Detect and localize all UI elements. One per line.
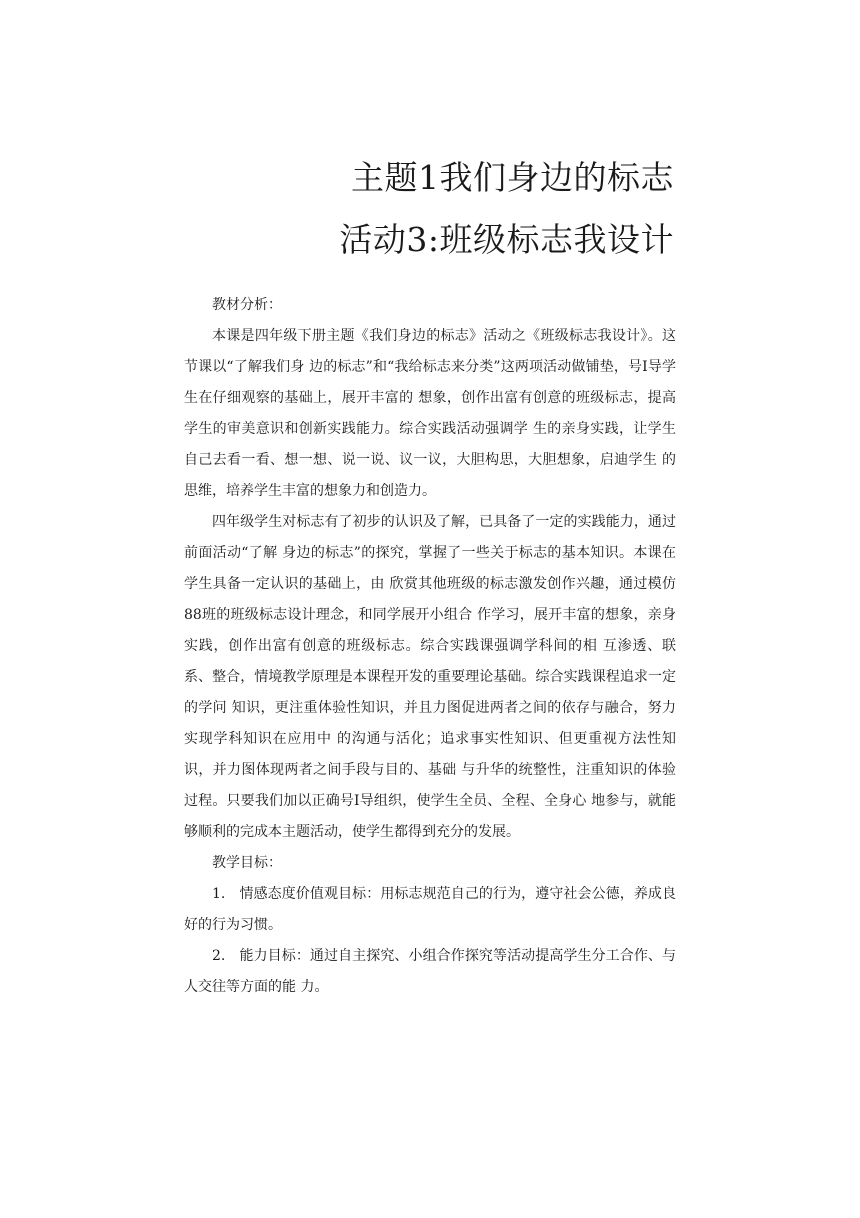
analysis-heading: 教材分析： bbox=[212, 297, 282, 313]
main-title: 主题1我们身边的标志 bbox=[351, 158, 674, 197]
objectives-heading: 教学目标： bbox=[212, 855, 282, 871]
title-block bbox=[339, 160, 674, 258]
document-body bbox=[184, 290, 676, 1003]
analysis-paragraph-1: 本课是四年级下册主题《我们身边的标志》活动之《班级标志我设计》。这节课以“了解我们身 边的标志”和“我给标志来分类”这两项活动做铺垫，号I导学生在仔细观察的基础上，展开丰富的 想象，创作出富有创意的班级标志，提高学生的审美意识和创新实践能力。综合实践活动强调学 生的亲身实践，让学生自己去看一看、想一想、说一说、议一议，大胆构思，大胆想象，启迪学生 的思维，培养学生丰富的想象力和创造力。 bbox=[184, 328, 676, 499]
analysis-paragraph-2: 四年级学生对标志有了初步的认识及了解，已具备了一定的实践能力，通过前面活动“了解 身边的标志”的探究，掌握了一些关于标志的基本知识。本课在学生具备一定认识的基础上，由 欣赏其他班级的标志激发创作兴趣，通过模仿88班的班级标志设计理念，和同学展开小组合 作学习，展开丰富的想象，亲身实践，创作出富有创意的班级标志。综合实践课强调学科间的相 互渗透、联系、整合，情境教学原理是本课程开发的重要理论基础。综合实践课程追求一定的学问 知识，更注重体验性知识，并且力图促进两者之间的依存与融合，努力实现学科知识在应用中 的沟通与活化；追求事实性知识、但更重视方法性知识，并力图体现两者之间手段与目的、基础 与升华的统整性，注重知识的体验过程。只要我们加以正确号I导组织，使学生全员、全程、全身心 地参与，就能够顺利的完成本主题活动，使学生都得到充分的发展。 bbox=[184, 514, 676, 840]
objective-item-1: 1. 情感态度价值观目标：用标志规范自己的行为，遵守社会公德，养成良好的行为习惯。 bbox=[184, 886, 676, 933]
objective-item-2: 2. 能力目标：通过自主探究、小组合作探究等活动提高学生分工合作、与人交往等方面的能 力。 bbox=[184, 948, 676, 995]
activity-title: 活动3:班级标志我设计 bbox=[339, 220, 674, 259]
